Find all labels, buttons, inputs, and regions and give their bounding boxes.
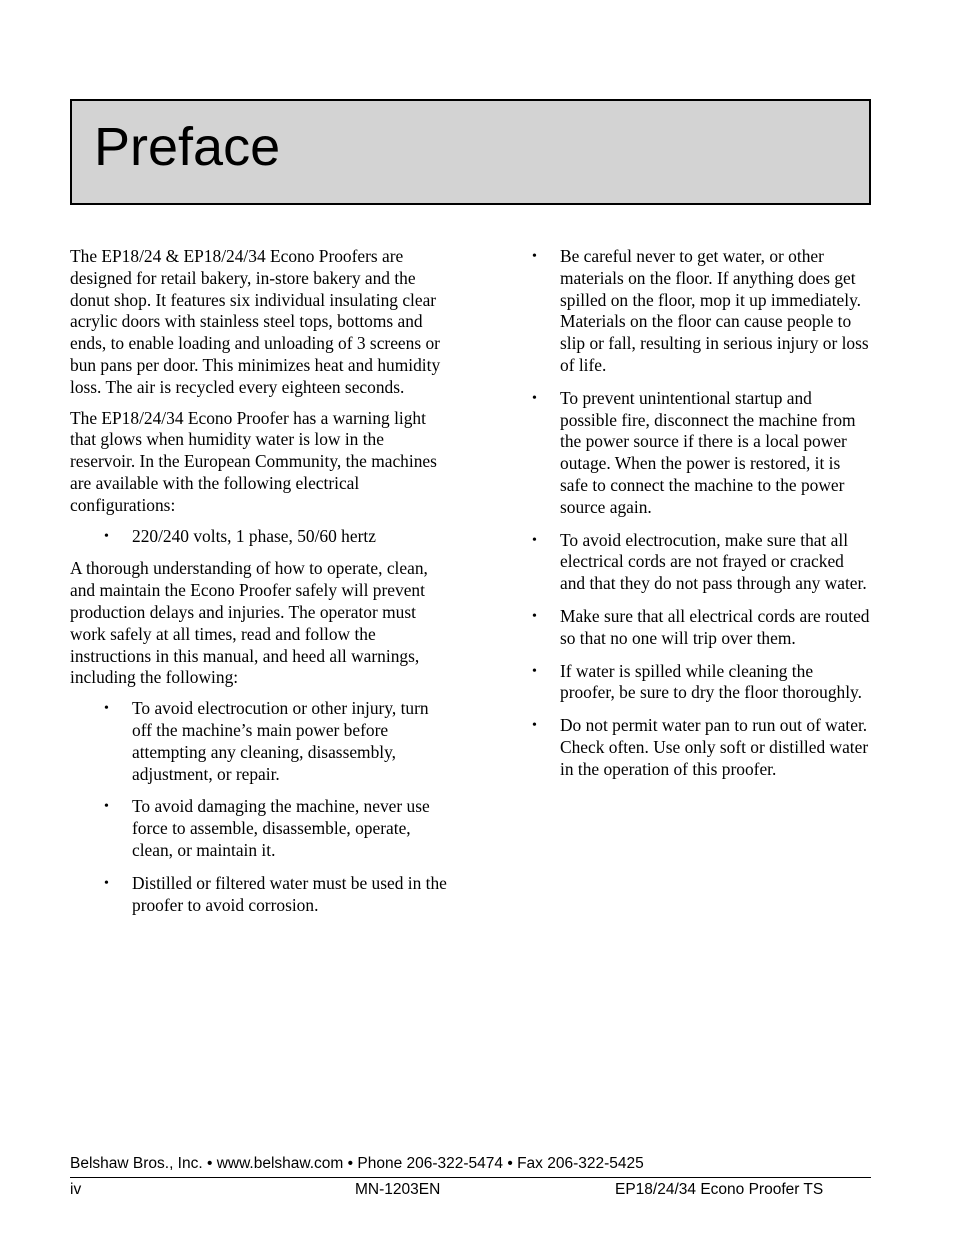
list-item: [532, 660, 872, 705]
list-item-text: Be careful never to get water, or other materials on the floor. If anything does get spilled on the floor, mop it up immediately. Materials on the floor can cause people to slip or fall, resulting in serious injury or loss of life.: [560, 246, 869, 375]
bullet-icon: •: [104, 528, 109, 544]
right-warning-list: [532, 246, 872, 781]
list-item: [532, 715, 872, 780]
list-item-text: To prevent unintentional startup and possible fire, disconnect the machine from the power source if there is a local power outage. When the power is restored, it is safe to connect the machine to the power source again.: [560, 387, 856, 517]
list-item: [532, 387, 872, 519]
safety-paragraph: A thorough understanding of how to operate, clean, and maintain the Econo Proofer safely will prevent production delays and injuries. The operator must work safely at all times, read and follow the instructions in this manual, and heed all warnings, including the following:: [70, 558, 428, 688]
footer-document-code: MN-1203EN: [355, 1181, 441, 1198]
list-item-text: Distilled or filtered water must be used in the proofer to avoid corrosion.: [132, 872, 447, 915]
list-item: [532, 246, 872, 377]
footer-product-title: EP18/24/34 Econo Proofer TS: [615, 1181, 824, 1198]
bullet-icon: •: [532, 532, 537, 548]
bullet-icon: •: [532, 390, 537, 406]
list-item: [532, 605, 872, 650]
bullet-icon: •: [104, 875, 109, 891]
list-item: [104, 872, 448, 917]
left-column: [70, 246, 448, 927]
list-item: [104, 698, 448, 785]
list-item-text: To avoid electrocution, make sure that all electrical cords are not frayed or cracked and that they do not pass through any water.: [560, 529, 867, 594]
bullet-icon: •: [104, 799, 109, 815]
list-item-text: If water is spilled while cleaning the proofer, be sure to dry the floor thoroughly.: [560, 660, 862, 703]
page-title: Preface: [94, 117, 281, 177]
intro-paragraph: The EP18/24 & EP18/24/34 Econo Proofers are designed for retail bakery, in-store bakery and the donut shop. It features six individual insulating clear acrylic doors with stainless steel tops, bottoms and ends, to enable loading and unloading of 3 screens or bun pans per door. This minimizes heat and humidity loss. The air is recycled every eighteen seconds.: [70, 246, 441, 397]
list-item-text: 220/240 volts, 1 phase, 50/60 hertz: [132, 525, 376, 546]
right-column: [532, 246, 872, 792]
left-warning-list: [70, 698, 448, 916]
list-item-text: To avoid electrocution or other injury, turn off the machine’s main power before attempting any cleaning, disassembly, adjustment, or repair.: [132, 698, 429, 784]
electrical-config-list: [70, 526, 448, 548]
list-item: [532, 529, 872, 595]
list-item-text: Make sure that all electrical cords are routed so that no one will trip over them.: [560, 605, 870, 648]
list-item: [104, 796, 448, 861]
list-item: [104, 525, 448, 548]
footer-divider: [70, 1177, 871, 1178]
bullet-icon: •: [532, 249, 537, 264]
chapter-header-box: [70, 99, 871, 205]
bullet-icon: •: [532, 608, 537, 624]
list-item-text: To avoid damaging the machine, never use force to assemble, disassemble, operate, clean, or maintain it.: [132, 796, 430, 860]
bullet-icon: •: [532, 718, 537, 734]
list-item-text: Do not permit water pan to run out of water. Check often. Use only soft or distilled water in the operation of this proofer.: [560, 715, 869, 779]
bullet-icon: •: [532, 663, 537, 679]
footer-page-number: iv: [70, 1181, 82, 1198]
footer-company-line: Belshaw Bros., Inc. • www.belshaw.com • Phone 206-322-5474 • Fax 206-322-5425: [70, 1155, 644, 1172]
warning-light-paragraph: The EP18/24/34 Econo Proofer has a warning light that glows when humidity water is low in the reservoir. In the European Community, the machines are available with the following electrical configurations:: [70, 407, 437, 515]
bullet-icon: •: [104, 701, 109, 717]
